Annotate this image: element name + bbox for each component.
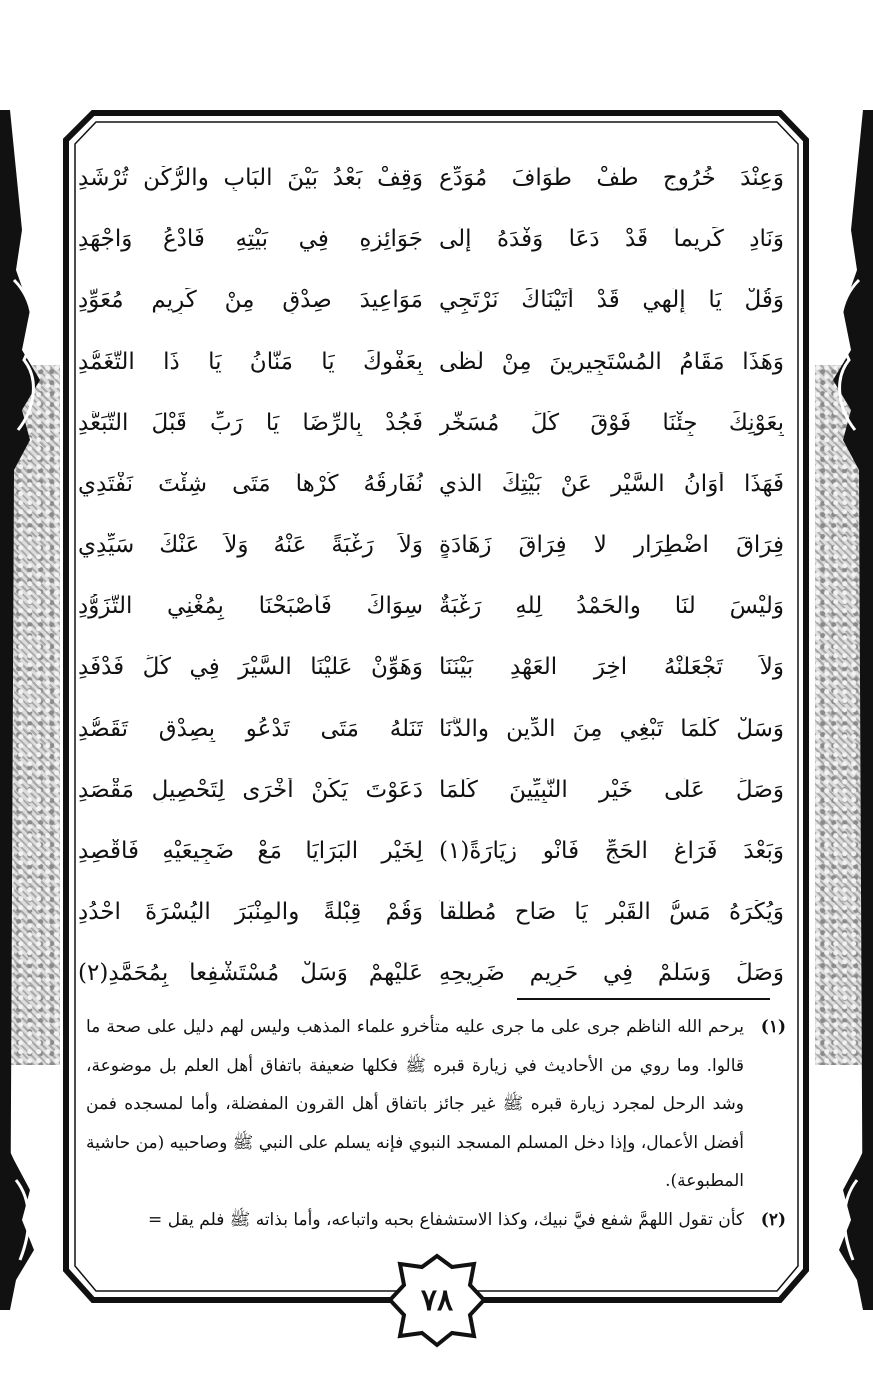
verse-row [78,943,784,1004]
verse-second-hemistich: تَنَلْهُ مَتَى تَدْعُو بِصِدْقٍ تَقَصُّدِ [78,716,423,742]
verse-second-hemistich: مَوَاعِيدَ صِدْقٍ مِنْ كَرِيمٍ مُعَوِّدِ [78,288,423,314]
page-number: ٧٨ [420,1282,454,1318]
verse-first-hemistich: بِعَوْنِكَ جِئْنَا فَوْقَ كُلِّ مُسَخَّرٍ [439,410,784,436]
verse-row [78,454,784,515]
footnote-text: يرحم الله الناظم جرى على ما جرى عليه متأخرو علماء المذهب وليس لهم دليل على صحة ما قالوا. وما روي من الأحاديث في زيارة قبره ﷺ فكلها ضعيفة باتفاق أهل العلم بل موضوعة، وشد الرحل لمجرد زيارة قبره ﷺ غير جائز باتفاق أهل القرون المفضلة، وأما لمسجده فمن أفضل الأعمال، وإذا دخل المسلم المسجد النبوي فإنه يسلم على النبي ﷺ وصاحبيه (من حاشية المطبوعة). [86,1017,745,1191]
verse-second-hemistich: عَلَيْهِمْ وَسَلْ مُسْتَشْفِعاً بِمُحَمَّدِ(٢) [78,961,423,987]
poem-verses [78,148,784,1005]
verse-first-hemistich: وَبَعْدَ فَرَاغِ الحَجِّ فَانْوِ زِيَارَةً(١) [439,839,784,864]
verse-row [78,576,784,637]
verse-first-hemistich: وَقُلْ يَا إِلَهِي قَدْ أَتَيْنَاكَ نَرْتَجِي [439,288,784,314]
verse-row [78,209,784,270]
verse-second-hemistich: دَعَوْتَ يَكُنْ أُخْرَى لِتَحْصِيلِ مَقْصَدِ [78,777,423,803]
verse-first-hemistich: وَلاَ تَجْعَلَنْهُ آخِرَ العَهْدِ بَيْنَنَا [439,655,784,681]
verse-row [78,760,784,821]
verse-row [78,148,784,209]
footnotes [86,1008,786,1239]
verse-second-hemistich: سِوَاكَ فَأَصْبَحْنَا بِمُغْنِي التَّزَوُّدِ [78,594,423,620]
footnote-text: كأن تقول اللهمَّ شفع فيَّ نبيك، وكذا الاستشفاع بحبه واتباعه، وأما بذاته ﷺ فلم يقل = [148,1209,744,1230]
verse-second-hemistich: وَهَوِّنْ عَلَيْنَا السَّيْرَ فِي كُلِّ فَدْفَدِ [78,655,423,681]
verse-first-hemistich: وَسَلْ كُلَّمَا تَبْغِي مِنَ الدِّينِ والدُّنَا [439,716,784,742]
verse-row [78,515,784,576]
footnote-2 [86,1201,786,1240]
verse-first-hemistich: وَنَادِ كَرِيماً قَدْ دَعَا وَفْدَهُ إِلَى [439,227,784,253]
verse-second-hemistich: وَقُمْ قِبْلَةً والمِنْبَرَ اليُسْرَةَ احْدُدِ [78,900,423,926]
footnote-number: (١) [760,1017,786,1037]
verse-second-hemistich: وَقِفْ بَعْدُ بَيْنَ البَابِ والرُّكْنِ تُرْشَدِ [78,165,423,191]
verse-first-hemistich: وَلَيْسَ لَنَا والحَمْدُ لِلَّهِ رَغْبَةٌ [439,594,784,620]
verse-first-hemistich: وَيُكْرَهُ مَسُّ القَبْرِ يَا صَاحِ مُطْلَقاً [439,900,784,926]
verse-first-hemistich: وَصَلِّ وَسَلِّمْ فِي حَرِيمِ ضَرِيحِهِ [439,961,784,987]
verse-first-hemistich: وَهَذَا مَقَامُ المُسْتَجِيرِينَ مِنْ لَظَى [439,349,784,375]
verse-second-hemistich: وَلاَ رَغْبَةً عَنْهُ وَلاَ عَنْكَ سَيِّدِي [78,533,423,559]
verse-row [78,821,784,882]
verse-second-hemistich: نُفَارِقُهُ كُرْهاً مَتَى شِئْتَ نَفْتَدِي [78,471,423,497]
verse-first-hemistich: فَهَذَا أَوَانُ السَّيْرِ عَنْ بَيْتِكَ الذي [439,471,784,497]
verse-row [78,393,784,454]
verse-second-hemistich: فَجُدْ بِالرِّضَا يَا رَبِّ قَبْلَ التَّبَعُّدِ [78,410,423,436]
verse-second-hemistich: لِخَيْرِ البَرَايَا مَعْ ضَجِيعَيْهِ فَاقْصِدِ [78,839,423,864]
verse-row [78,699,784,760]
verse-row [78,270,784,331]
footnote-1 [86,1008,786,1201]
verse-second-hemistich: جَوَائِزِهِ فِي بَيْتِهِ فَادْعُ وَاجْهَدِ [78,227,423,253]
page-number-badge [384,1265,490,1335]
verse-second-hemistich: بِعَفْوِكَ يَا مَنَّانُ يَا ذَا التَّغَمُّدِ [78,349,423,375]
verse-row [78,882,784,943]
verse-first-hemistich: فِرَاقَ اضْطِرَارٍ لا فِرَاقَ زَهَادَةٍ [439,533,784,559]
verse-row [78,332,784,393]
footnote-number: (٢) [760,1209,786,1230]
verse-first-hemistich: وَصَلِّ عَلَى خَيْرِ النَّبِيِّينَ كُلَّمَا [439,777,784,803]
footnote-divider [517,998,770,1000]
verse-first-hemistich: وَعِنْدَ خُرُوجٍ طُفْ طَوَافَ مُوَدِّعٍ [439,165,784,191]
verse-row [78,638,784,699]
